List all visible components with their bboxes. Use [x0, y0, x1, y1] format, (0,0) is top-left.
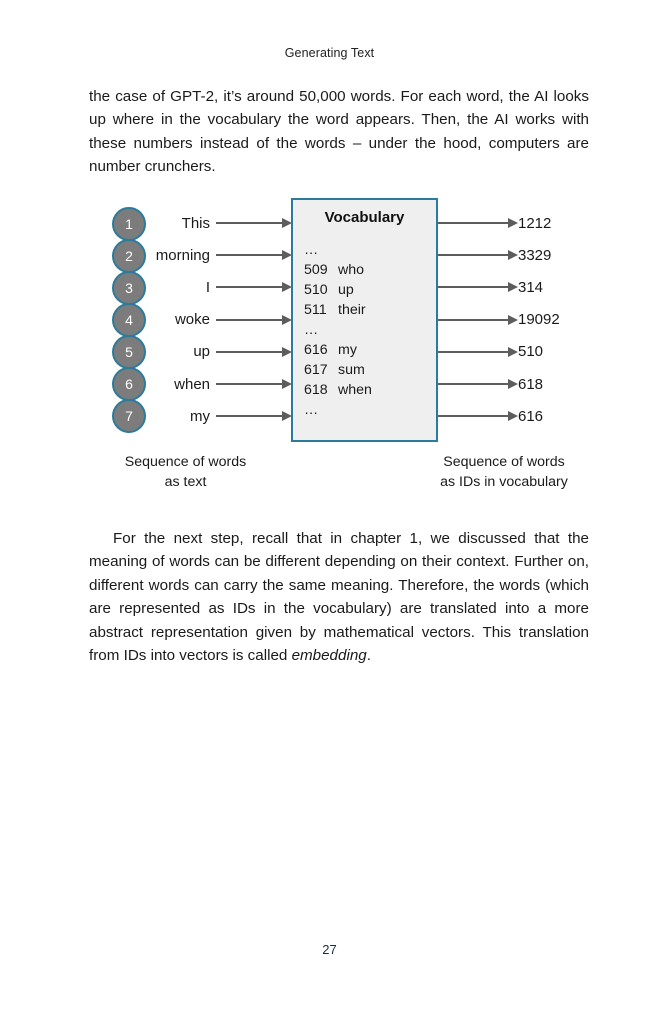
- vocabulary-entry-word: sum: [338, 362, 365, 378]
- arrow-right-icon: [438, 378, 518, 390]
- figure-words-to-ids: [0, 190, 659, 500]
- sequence-index-label: 5: [125, 344, 133, 360]
- vocabulary-entry: [304, 280, 436, 300]
- input-word-row: [140, 336, 292, 368]
- vocabulary-ellipsis: …: [304, 322, 321, 338]
- sequence-index-label: 6: [125, 376, 133, 392]
- output-id-label: 1212: [518, 214, 552, 232]
- output-id-column: [438, 207, 598, 432]
- arrow-right-icon: [216, 410, 292, 422]
- arrow-right-icon: [438, 281, 518, 293]
- running-header: Generating Text: [284, 46, 375, 60]
- figure-caption-left: [103, 452, 268, 492]
- vocabulary-entry: [304, 300, 436, 320]
- input-word-row: [140, 400, 292, 432]
- arrow-right-icon: [216, 281, 292, 293]
- input-word-label: up: [193, 343, 210, 361]
- vocabulary-ellipsis: …: [304, 242, 321, 258]
- vocabulary-entry-word: when: [338, 382, 372, 398]
- sequence-index-label: 2: [125, 248, 133, 264]
- figure-caption-right-line2: as IDs in vocabulary: [440, 474, 568, 490]
- input-word-label: I: [205, 278, 210, 296]
- vocabulary-entry: [304, 260, 436, 280]
- input-word-label: when: [174, 375, 210, 393]
- input-word-label: woke: [174, 311, 210, 329]
- vocabulary-entry-id: 510: [304, 282, 328, 298]
- output-id-label: 510: [518, 343, 544, 361]
- sequence-index-label: 4: [125, 312, 133, 328]
- figure-caption-right-line1: Sequence of words: [443, 454, 565, 470]
- input-word-label: This: [181, 214, 210, 232]
- figure-caption-right: [410, 452, 598, 492]
- vocabulary-box: [291, 198, 438, 442]
- vocabulary-entry-word: who: [338, 262, 365, 278]
- sequence-index-label: 1: [125, 216, 133, 232]
- arrow-right-icon: [438, 314, 518, 326]
- vocabulary-entry-id: 616: [304, 342, 328, 358]
- vocabulary-entry-word: up: [338, 282, 354, 298]
- input-word-label: morning: [155, 246, 210, 264]
- vocabulary-entry-word: my: [338, 342, 357, 358]
- paragraph-below-figure: [89, 527, 589, 667]
- output-id-row: [438, 336, 598, 368]
- sequence-index-label: 3: [125, 280, 133, 296]
- paragraph-bottom-text: [89, 527, 589, 667]
- input-word-row: [140, 239, 292, 271]
- vocabulary-ellipsis: …: [304, 402, 321, 418]
- output-id-row: [438, 368, 598, 400]
- vocabulary-entry-word: their: [338, 302, 366, 318]
- output-id-row: [438, 239, 598, 271]
- arrow-right-icon: [438, 249, 518, 261]
- input-word-label: my: [190, 407, 210, 425]
- arrow-right-icon: [216, 378, 292, 390]
- vocabulary-entry-list: [293, 240, 436, 420]
- output-id-row: [438, 400, 598, 432]
- output-id-label: 314: [518, 278, 544, 296]
- output-id-label: 19092: [518, 311, 560, 329]
- paragraph-bottom-emphasis: embedding: [291, 647, 367, 665]
- vocabulary-entry: [304, 380, 436, 400]
- vocabulary-entry: [304, 340, 436, 360]
- paragraph-bottom-part2: .: [366, 647, 371, 665]
- input-word-row: [140, 368, 292, 400]
- output-id-label: 3329: [518, 246, 552, 264]
- output-id-row: [438, 304, 598, 336]
- page-number: 27: [322, 942, 337, 957]
- input-word-column: [140, 207, 292, 432]
- vocabulary-entry-id: 618: [304, 382, 328, 398]
- vocabulary-title: Vocabulary: [324, 209, 405, 226]
- paragraph-above-figure: [89, 85, 589, 179]
- output-id-row: [438, 271, 598, 303]
- vocabulary-entry: [304, 360, 436, 380]
- figure-caption-left-line1: Sequence of words: [124, 454, 247, 470]
- vocabulary-entry-id: 511: [304, 302, 327, 318]
- vocabulary-entry-id: 509: [304, 262, 328, 278]
- arrow-right-icon: [216, 217, 292, 229]
- output-id-row: [438, 207, 598, 239]
- arrow-right-icon: [438, 346, 518, 358]
- input-word-row: [140, 304, 292, 336]
- arrow-right-icon: [216, 346, 292, 358]
- sequence-index-label: 7: [125, 408, 133, 424]
- output-id-label: 618: [518, 375, 544, 393]
- input-word-row: [140, 271, 292, 303]
- paragraph-top-text: the case of GPT-2, it’s around 50,000 words. For each word, the AI looks up where in the vocabulary the word appears. Then, the AI works with these numbers instead of the words – under the hood, computers are number crunchers.: [89, 88, 589, 176]
- arrow-right-icon: [438, 410, 518, 422]
- output-id-label: 616: [518, 407, 544, 425]
- input-word-row: [140, 207, 292, 239]
- arrow-right-icon: [438, 217, 518, 229]
- arrow-right-icon: [216, 249, 292, 261]
- vocabulary-entry-id: 617: [304, 362, 328, 378]
- arrow-right-icon: [216, 314, 292, 326]
- figure-caption-left-line2: as text: [164, 474, 207, 490]
- paragraph-bottom-part1: For the next step, recall that in chapter 1, we discussed that the meaning of words can be different depending on their context. Further on, different words can carry the same meaning. Therefore, the words (which are represented as IDs in the vocabulary) are translated into a more abstract representation given by mathematical vectors. This translation from IDs into vectors is called: [89, 530, 589, 665]
